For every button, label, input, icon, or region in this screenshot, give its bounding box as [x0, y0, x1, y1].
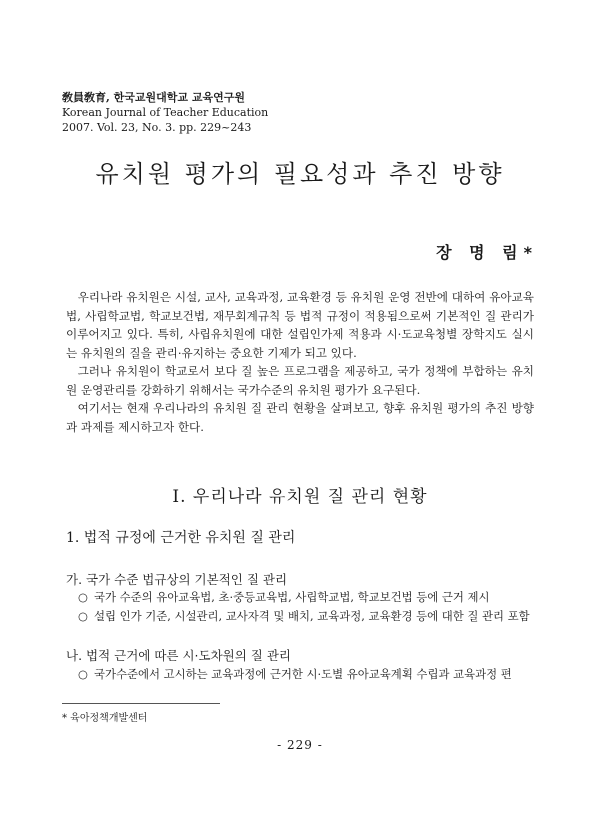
list-item-text: 설립 인가 기준, 시설관리, 교사자격 및 배치, 교육과정, 교육환경 등에 대한 질 관리 포함 [94, 609, 530, 623]
section-heading: Ⅰ. 우리나라 유치원 질 관리 현황 [172, 487, 428, 507]
abstract-paragraph-1: 우리나라 유치원은 시설, 교사, 교육과정, 교육환경 등 유치원 운영 전반에 대하여 유아교육법, 사립학교법, 학교보건법, 재무회계규칙 등 법적 규정이 적용됨으로써 기본적인 질 관리가 이루어지고 있다. 특히, 사립유치원에 대한 설립인가제 적용과 시·도교육청별 장학지도 실시는 유치원의 질을 관리·유지하는 중요한 기제가 되고 있다. [66, 290, 534, 360]
footnote-divider [62, 703, 220, 704]
author-name: 장 명 림* [436, 243, 538, 262]
paper-title: 유치원 평가의 필요성과 추진 방향 [95, 160, 505, 188]
page-number: - 229 - [277, 738, 323, 752]
abstract-paragraph-3: 여기서는 현재 우리나라의 유치원 질 관리 현황을 살펴보고, 향후 유치원 평가의 추진 방향과 과제를 제시하고자 한다. [66, 401, 534, 434]
abstract-paragraph-2: 그러나 유치원이 학교로서 보다 질 높은 프로그램을 제공하고, 국가 정책에 부합하는 유치원 운영관리를 강화하기 위해서는 국가수준의 유치원 평가가 요구된다. [66, 364, 534, 397]
list-item-text: 국가수준에서 고시하는 교육과정에 근거한 시·도별 유아교육계획 수립과 교육과정 편 [94, 667, 512, 681]
list-item-text: 국가 수준의 유아교육법, 초·중등교육법, 사립학교법, 학교보건법 등에 근거 제시 [94, 590, 490, 604]
bullet-circle-icon: ○ [78, 667, 88, 681]
journal-volume-info: 2007. Vol. 23, No. 3. pp. 229~243 [62, 121, 252, 134]
bullet-circle-icon: ○ [78, 590, 88, 604]
subsection-na-title: 나. 법적 근거에 따른 시·도차원의 질 관리 [66, 648, 291, 663]
journal-name-english: Korean Journal of Teacher Education [62, 106, 269, 119]
bullet-circle-icon: ○ [78, 609, 88, 623]
subsection-ga-title: 가. 국가 수준 법규상의 기본적인 질 관리 [66, 572, 288, 587]
list-item [78, 608, 538, 624]
abstract [66, 288, 534, 436]
list-item [78, 666, 538, 682]
list-item [78, 589, 538, 605]
footnote: * 육아정책개발센터 [62, 713, 148, 724]
subsection-heading: 1. 법적 규정에 근거한 유치원 질 관리 [66, 530, 296, 546]
journal-header [62, 90, 268, 135]
journal-name-korean: 敎員敎育, 한국교원대학교 교육연구원 [62, 91, 245, 104]
